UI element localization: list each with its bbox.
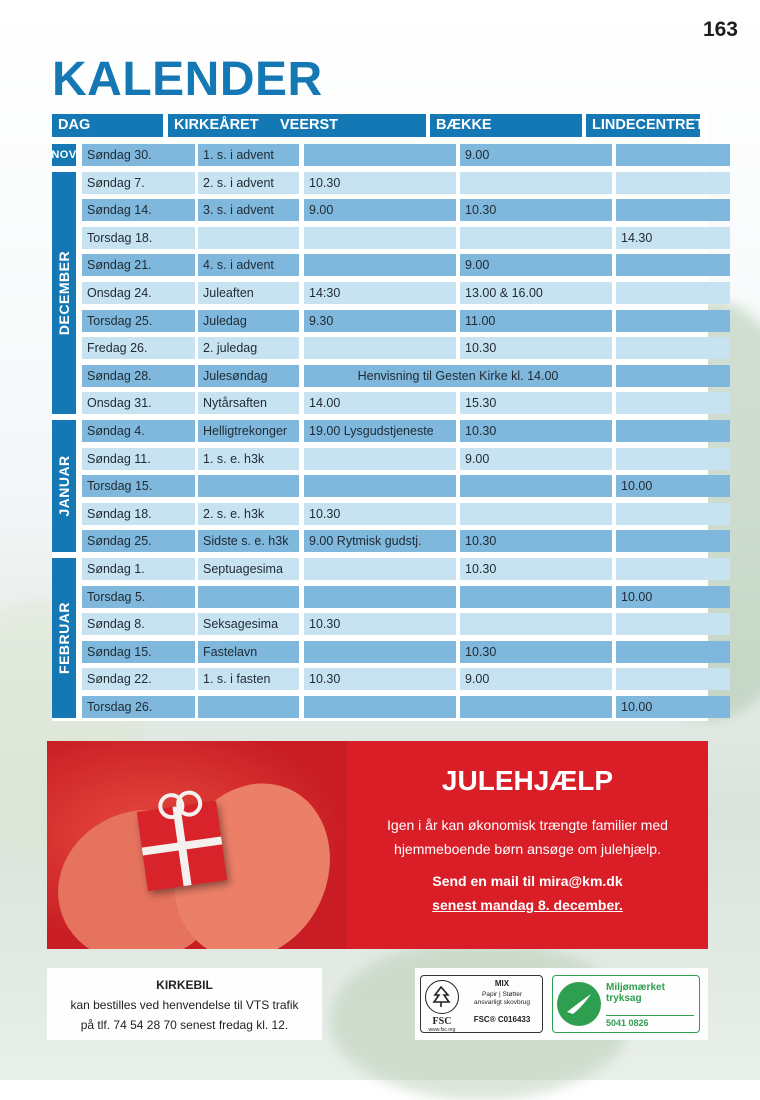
fsc-papir-line1: Papir | Støtter: [482, 991, 522, 998]
month-label-text: FEBRUAR: [56, 602, 72, 674]
cell-kirkeaaret: [198, 227, 299, 249]
cell-kirkeaaret: 4. s. i advent: [198, 254, 299, 276]
cell-veerst: 19.00 Lysgudstjeneste: [304, 420, 456, 442]
julehjaelp-banner: [47, 741, 708, 949]
cell-veerst: 10.30: [304, 503, 456, 525]
svane-title: [606, 982, 665, 1004]
cell-day: Søndag 15.: [82, 641, 195, 663]
cell-veerst: [304, 144, 456, 166]
fsc-word: FSC: [432, 1016, 452, 1027]
cell-baekke: 9.00: [460, 448, 612, 470]
cell-day: Søndag 28.: [82, 365, 195, 387]
header-baekke: BÆKKE: [430, 114, 582, 137]
cell-baekke: [460, 586, 612, 608]
cell-day: Torsdag 25.: [82, 310, 195, 332]
cell-kirkeaaret: [198, 475, 299, 497]
gift-box: [137, 801, 227, 891]
cell-baekke: 10.30: [460, 530, 612, 552]
cell-day: Søndag 14.: [82, 199, 195, 221]
table-row: [82, 310, 700, 332]
cell-lindecentret: [616, 448, 730, 470]
cell-kirkeaaret: 2. juledag: [198, 337, 299, 359]
cell-note: Henvisning til Gesten Kirke kl. 14.00: [304, 365, 612, 387]
page-title: KALENDER: [52, 53, 323, 106]
cell-baekke: 10.30: [460, 199, 612, 221]
cell-baekke: 10.30: [460, 641, 612, 663]
cell-lindecentret: [616, 668, 730, 690]
table-row: [82, 172, 700, 194]
cell-kirkeaaret: [198, 586, 299, 608]
cell-baekke: [460, 613, 612, 635]
month-label: [52, 558, 76, 718]
fsc-papir: [463, 991, 541, 1007]
cell-kirkeaaret: 1. s. e. h3k: [198, 448, 299, 470]
cell-lindecentret: [616, 365, 730, 387]
cell-veerst: [304, 254, 456, 276]
cell-lindecentret: 10.00: [616, 475, 730, 497]
cell-lindecentret: [616, 503, 730, 525]
cell-day: Søndag 1.: [82, 558, 195, 580]
table-row: [82, 144, 700, 166]
month-label-text: DECEMBER: [56, 250, 72, 336]
cell-kirkeaaret: Juleaften: [198, 282, 299, 304]
fsc-tree-icon: [425, 980, 459, 1014]
cell-baekke: [460, 227, 612, 249]
cell-baekke: [460, 696, 612, 718]
fsc-web: www.fsc.org: [428, 1027, 456, 1033]
table-row: [82, 558, 700, 580]
cell-baekke: 13.00 & 16.00: [460, 282, 612, 304]
cell-baekke: 9.00: [460, 144, 612, 166]
cell-lindecentret: 10.00: [616, 586, 730, 608]
cell-kirkeaaret: 2. s. e. h3k: [198, 503, 299, 525]
table-row: [82, 420, 700, 442]
cell-lindecentret: [616, 337, 730, 359]
cell-baekke: [460, 475, 612, 497]
cell-kirkeaaret: 1. s. i advent: [198, 144, 299, 166]
cell-veerst: 14:30: [304, 282, 456, 304]
header-veerst: VEERST: [274, 114, 426, 137]
julehjaelp-text: [347, 813, 708, 861]
julehjaelp-mail: [347, 869, 708, 917]
cell-day: Søndag 21.: [82, 254, 195, 276]
cell-baekke: [460, 503, 612, 525]
cell-day: Søndag 25.: [82, 530, 195, 552]
table-row: [82, 199, 700, 221]
cell-kirkeaaret: [198, 696, 299, 718]
month-label-text: NOV: [51, 149, 77, 161]
cell-veerst: 9.00: [304, 199, 456, 221]
cell-lindecentret: [616, 282, 730, 304]
cell-kirkeaaret: Juledag: [198, 310, 299, 332]
cell-day: Torsdag 5.: [82, 586, 195, 608]
cell-lindecentret: [616, 254, 730, 276]
kirkebil-line1: kan bestilles ved henvendelse til VTS trafik: [70, 998, 299, 1012]
fsc-code: FSC® C016433: [473, 1015, 531, 1024]
julehjaelp-text-line1: Igen i år kan økonomisk trængte familier med: [387, 817, 668, 833]
cell-baekke: 11.00: [460, 310, 612, 332]
swan-icon: [557, 982, 601, 1026]
header-dag: DAG: [52, 114, 163, 137]
svane-title-line2: tryksag: [606, 993, 642, 1004]
table-row: [82, 337, 700, 359]
month-label: [52, 420, 76, 552]
cell-baekke: 9.00: [460, 668, 612, 690]
cell-baekke: [460, 172, 612, 194]
cell-day: Søndag 7.: [82, 172, 195, 194]
table-row: [82, 282, 700, 304]
table-row: [82, 613, 700, 635]
cell-lindecentret: [616, 558, 730, 580]
fsc-mix: MIX: [494, 979, 510, 988]
page-number: 163: [702, 18, 738, 41]
cell-day: Søndag 11.: [82, 448, 195, 470]
cell-veerst: [304, 558, 456, 580]
cell-kirkeaaret: Seksagesima: [198, 613, 299, 635]
cell-lindecentret: 10.00: [616, 696, 730, 718]
table-row: [82, 448, 700, 470]
cell-day: Torsdag 15.: [82, 475, 195, 497]
table-row: [82, 227, 700, 249]
cell-veerst: [304, 475, 456, 497]
julehjaelp-text-line2: hjemmeboende børn ansøge om julehjælp.: [394, 841, 661, 857]
kirkebil-title: KIRKEBIL: [156, 978, 213, 992]
table-row: [82, 696, 700, 718]
cell-day: Søndag 30.: [82, 144, 195, 166]
table-row: [82, 668, 700, 690]
cell-baekke: 10.30: [460, 337, 612, 359]
table-row: [82, 392, 700, 414]
cell-veerst: [304, 227, 456, 249]
cell-veerst: [304, 448, 456, 470]
cell-day: Søndag 18.: [82, 503, 195, 525]
month-label: [52, 144, 76, 166]
cell-lindecentret: [616, 641, 730, 663]
cell-veerst: 9.30: [304, 310, 456, 332]
cell-veerst: 10.30: [304, 172, 456, 194]
cell-lindecentret: 14.30: [616, 227, 730, 249]
kirkebil-line2: på tlf. 74 54 28 70 senest fredag kl. 12.: [80, 1018, 289, 1032]
cell-day: Torsdag 18.: [82, 227, 195, 249]
month-label-text: JANUAR: [56, 455, 72, 517]
cell-kirkeaaret: Nytårsaften: [198, 392, 299, 414]
cell-day: Onsdag 24.: [82, 282, 195, 304]
cell-kirkeaaret: 2. s. i advent: [198, 172, 299, 194]
cell-day: Søndag 22.: [82, 668, 195, 690]
cell-day: Torsdag 26.: [82, 696, 195, 718]
cell-lindecentret: [616, 392, 730, 414]
cell-kirkeaaret: Sidste s. e. h3k: [198, 530, 299, 552]
julehjaelp-title: JULEHJÆLP: [441, 765, 614, 796]
cell-day: Søndag 4.: [82, 420, 195, 442]
cell-veerst: 10.30: [304, 668, 456, 690]
cell-veerst: [304, 586, 456, 608]
julehjaelp-mail-line: Send en mail til mira@km.dk: [432, 873, 623, 889]
gift-hands-image: [47, 741, 347, 949]
cell-kirkeaaret: Septuagesima: [198, 558, 299, 580]
cell-kirkeaaret: Helligtrekonger: [198, 420, 299, 442]
fsc-label: [420, 975, 543, 1033]
cell-veerst: 14.00: [304, 392, 456, 414]
table-row: [82, 503, 700, 525]
cell-baekke: 10.30: [460, 558, 612, 580]
table-row: [82, 641, 700, 663]
table-row: [82, 475, 700, 497]
cell-veerst: 10.30: [304, 613, 456, 635]
header-lindecentret: LINDECENTRET: [586, 114, 700, 137]
svane-label: [552, 975, 700, 1033]
cell-lindecentret: [616, 172, 730, 194]
cell-kirkeaaret: 3. s. i advent: [198, 199, 299, 221]
cell-baekke: 9.00: [460, 254, 612, 276]
cell-day: Fredag 26.: [82, 337, 195, 359]
month-label: [52, 172, 76, 415]
svane-code: 5041 0826: [606, 1015, 694, 1028]
cell-day: Onsdag 31.: [82, 392, 195, 414]
cell-kirkeaaret: 1. s. i fasten: [198, 668, 299, 690]
cell-lindecentret: [616, 530, 730, 552]
cell-kirkeaaret: Julesøndag: [198, 365, 299, 387]
calendar-table: [52, 114, 708, 721]
table-row: [82, 365, 700, 387]
cell-lindecentret: [616, 144, 730, 166]
eco-labels: [415, 968, 708, 1040]
julehjaelp-deadline: senest mandag 8. december.: [432, 897, 623, 913]
cell-lindecentret: [616, 310, 730, 332]
cell-day: Søndag 8.: [82, 613, 195, 635]
cell-lindecentret: [616, 613, 730, 635]
cell-baekke: 10.30: [460, 420, 612, 442]
kirkebil-box: [47, 968, 322, 1040]
cell-veerst: [304, 696, 456, 718]
cell-veerst: [304, 641, 456, 663]
header-kirkeaaret: KIRKEÅRET: [168, 114, 274, 137]
cell-veerst: 9.00 Rytmisk gudstj.: [304, 530, 456, 552]
cell-lindecentret: [616, 199, 730, 221]
cell-baekke: 15.30: [460, 392, 612, 414]
cell-veerst: [304, 337, 456, 359]
fsc-papir-line2: ansvarligt skovbrug: [474, 999, 530, 1006]
table-row: [82, 254, 700, 276]
table-row: [82, 586, 700, 608]
cell-lindecentret: [616, 420, 730, 442]
table-row: [82, 530, 700, 552]
cell-kirkeaaret: Fastelavn: [198, 641, 299, 663]
svane-title-line1: Miljømærket: [606, 982, 665, 993]
